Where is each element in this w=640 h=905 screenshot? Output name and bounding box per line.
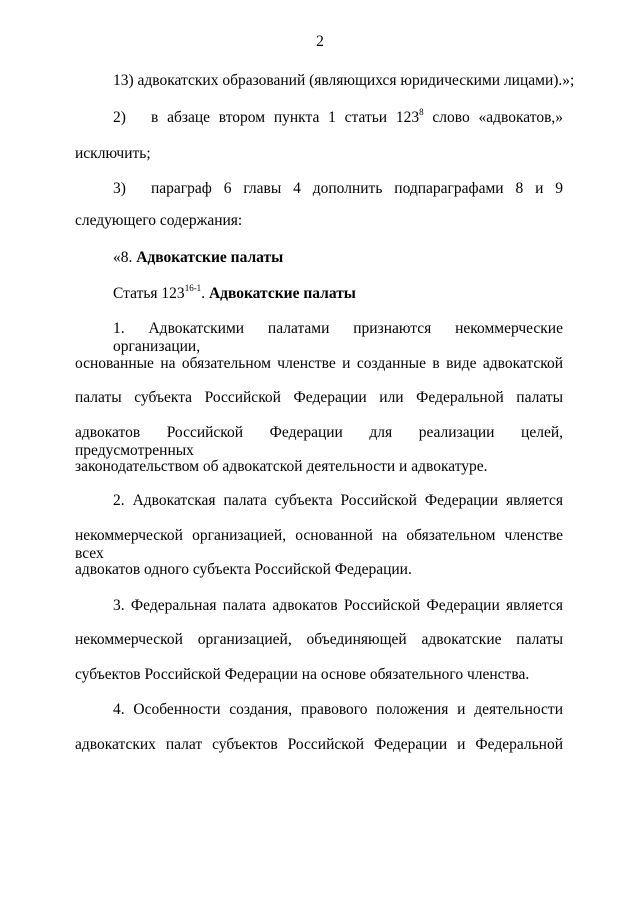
item-2-continuation: исключить; <box>75 145 151 162</box>
paragraph-1-line: 1. Адвокатскими палатами признаются некоммерческие организации, <box>113 320 563 355</box>
article-heading <box>113 285 563 303</box>
item-3-line: параграф 6 главы 4 дополнить подпараграфами 8 и 9 <box>151 180 563 197</box>
item-2-number: 2) <box>113 109 126 126</box>
section-heading <box>113 249 563 267</box>
article-title: Адвокатские палаты <box>208 285 356 302</box>
paragraph-2-line: некоммерческой организацией, основанной на обязательном членстве всех <box>75 527 563 562</box>
paragraph-2-line: 2. Адвокатская палата субъекта Российской Федерации является <box>113 492 563 509</box>
paragraph-3-line: некоммерческой организацией, объединяющей адвокатские палаты <box>75 631 563 648</box>
paragraph-3-line: 3. Федеральная палата адвокатов Российской Федерации является <box>113 597 563 614</box>
paragraph-4-line: адвокатских палат субъектов Российской Федерации и Федеральной <box>75 736 563 753</box>
paragraph-1-line: основанные на обязательном членстве и созданные в виде адвокатской <box>75 355 563 372</box>
paragraph-1-line: адвокатов Российской Федерации для реализации целей, предусмотренных <box>75 424 563 459</box>
paragraph-1-line: законодательством об адвокатской деятельности и адвокатуре. <box>75 458 488 475</box>
section-title: Адвокатские палаты <box>136 249 284 266</box>
page-number: 2 <box>316 33 324 50</box>
article-prefix: Статья 123 <box>113 285 185 302</box>
paragraph-1-line: палаты субъекта Российской Федерации или Федеральной палаты <box>75 389 563 406</box>
article-separator: . <box>201 285 209 302</box>
paragraph-4-line: 4. Особенности создания, правового положения и деятельности <box>113 701 563 718</box>
item-2-superscript: 8 <box>419 107 424 117</box>
paragraph-3-line: субъектов Российской Федерации на основе обязательного членства. <box>75 666 530 683</box>
item-2-text-a: в абзаце втором пункта 1 статьи 123 <box>151 109 420 126</box>
section-prefix: «8. <box>113 249 137 266</box>
item-13-line: 13) адвокатских образований (являющихся юридическими лицами).»; <box>113 72 575 89</box>
paragraph-2-line: адвокатов одного субъекта Российской Федерации. <box>75 561 412 578</box>
item-2-line <box>151 109 563 127</box>
item-2-text-b: слово «адвокатов,» <box>423 109 564 126</box>
item-3-continuation: следующего содержания: <box>75 212 243 229</box>
article-superscript: 16-1 <box>184 283 202 293</box>
item-3-number: 3) <box>113 180 126 197</box>
